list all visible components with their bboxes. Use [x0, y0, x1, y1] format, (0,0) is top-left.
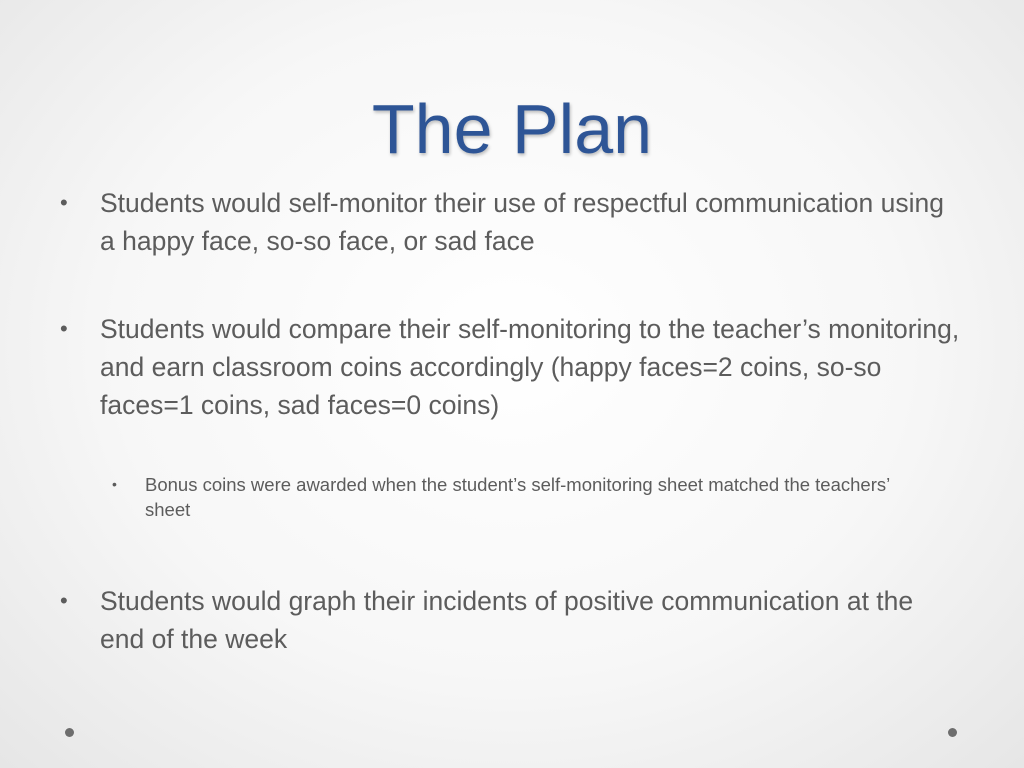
sub-bullet-item	[0, 472, 1024, 522]
corner-dot-icon	[948, 728, 957, 737]
bullet-dot-icon: •	[60, 588, 68, 613]
sub-bullet-text: Bonus coins were awarded when the student’s self-monitoring sheet matched the teachers’ sheet	[145, 474, 890, 520]
bullet-item	[0, 310, 1024, 424]
bullet-text: Students would compare their self-monitoring to the teacher’s monitoring, and earn classroom coins accordingly (happy faces=2 coins, so-so faces=1 coins, sad faces=0 coins)	[100, 314, 960, 420]
bullet-item	[0, 582, 1024, 658]
slide-title: The Plan	[371, 90, 653, 168]
bullet-dot-icon: •	[60, 316, 68, 341]
bullet-text: Students would graph their incidents of positive communication at the end of the week	[100, 586, 914, 654]
bullet-item	[0, 184, 1024, 260]
corner-dot-icon	[65, 728, 74, 737]
bullet-list	[0, 184, 1024, 658]
bullet-dot-icon: •	[112, 476, 117, 492]
bullet-text: Students would self-monitor their use of respectful communication using a happy face, so-so face, or sad face	[100, 188, 945, 256]
bullet-dot-icon: •	[60, 190, 68, 215]
